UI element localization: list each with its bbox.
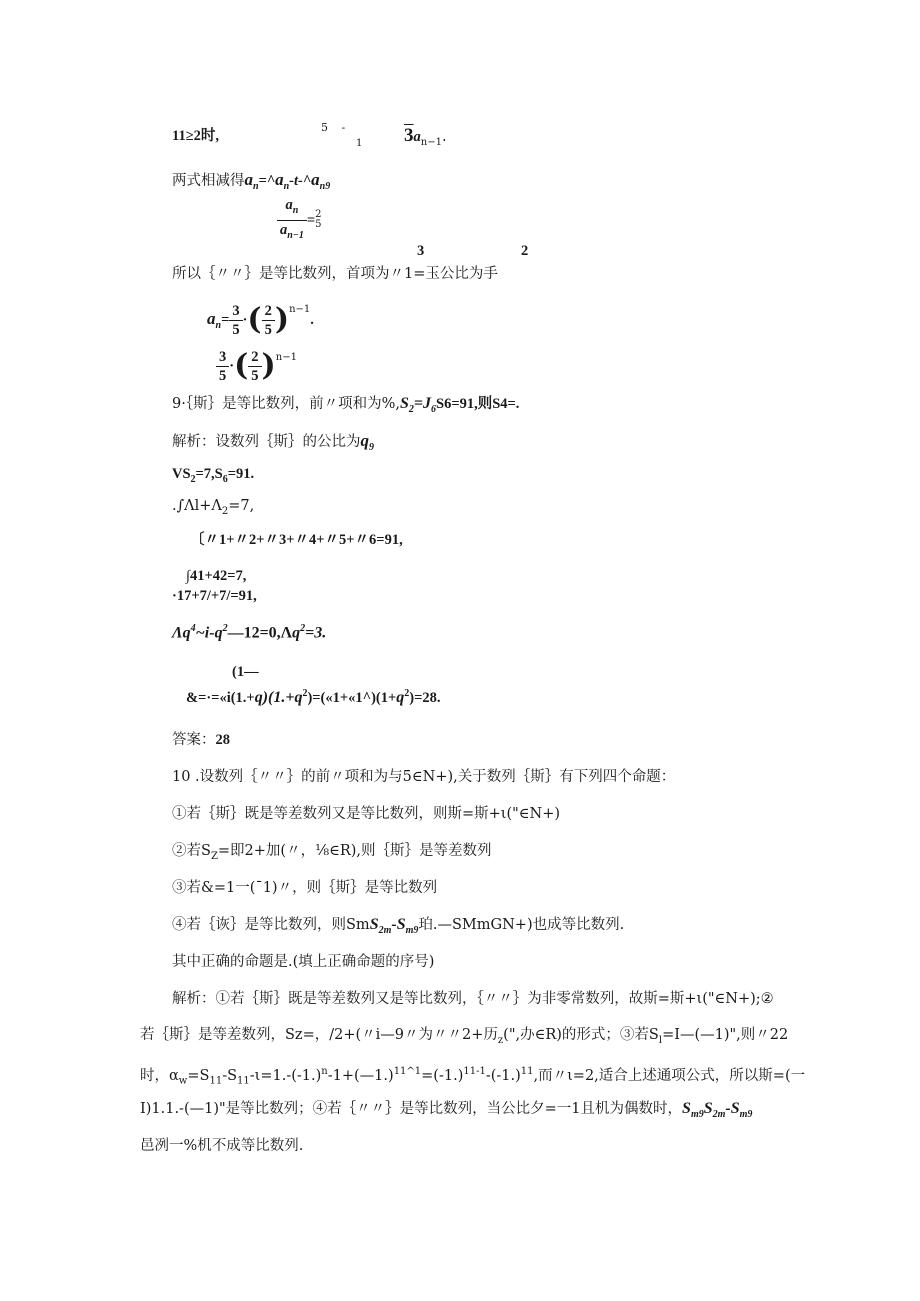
- l22-d: -S: [391, 916, 406, 933]
- l16-e: q: [396, 688, 405, 706]
- l02-i: ^: [266, 173, 276, 189]
- line-24: [172, 989, 774, 1009]
- line-1-sub: [356, 134, 362, 154]
- l02-g: n: [253, 180, 259, 192]
- l05-num3: 3: [229, 302, 242, 321]
- l09-e: =91.: [227, 466, 255, 482]
- l25-c: (",办∈R)的形式；③若S: [503, 1027, 659, 1043]
- l02-text: 两式相减得: [172, 173, 245, 189]
- l05-eq: =: [221, 312, 230, 328]
- l14-b: q: [182, 624, 191, 642]
- l01-c: -: [341, 121, 346, 134]
- l03-den-a: a: [280, 221, 288, 238]
- line-27: [140, 1099, 752, 1125]
- l07-d: =J: [413, 395, 432, 412]
- l16-f: 2: [404, 688, 410, 699]
- l06-lp: (: [234, 348, 249, 383]
- l13-a: ·17+7/+7/=91,: [172, 588, 257, 604]
- line-13: [172, 586, 257, 606]
- l07-e: 6: [431, 403, 437, 415]
- l07-a: 9·｛斯｝是等比数列，前〃项和为%,: [172, 396, 400, 412]
- l26-a: 时，α: [140, 1067, 179, 1084]
- l03-r1: 2: [315, 209, 322, 221]
- l06-frac-35: [216, 348, 229, 385]
- l08-c: 9: [369, 441, 374, 453]
- l05-exp: n−1: [289, 304, 311, 315]
- l05-n2: 2: [262, 302, 275, 321]
- l17-b: 28: [215, 732, 230, 748]
- line-1-tail: [404, 126, 447, 153]
- l05-frac-35: [229, 302, 242, 339]
- line-18: [172, 767, 675, 787]
- l06-den5: 5: [219, 367, 227, 384]
- line-1: [172, 126, 219, 146]
- l06-d5: 5: [251, 367, 259, 384]
- l07-b: S: [399, 395, 409, 412]
- line-9: [172, 464, 254, 490]
- l05-d5: 5: [264, 321, 272, 338]
- l23-a: 其中正确的命题是.(填上正确命题的序号): [172, 954, 435, 970]
- l06-dot: ·: [229, 358, 235, 374]
- l01-g: n−1: [420, 136, 442, 148]
- l19-a: ①若｛斯｝既是等差数列又是等比数列，则斯=斯+ι("∈N+): [172, 806, 561, 822]
- l26-e: -S: [222, 1067, 238, 1084]
- line-2: [172, 170, 330, 197]
- line-5: [207, 292, 314, 344]
- l04-top-b: 2: [521, 243, 529, 259]
- line-10: [172, 496, 254, 522]
- l06-num3: 3: [216, 348, 229, 367]
- l06-exp: n−1: [275, 352, 297, 363]
- l06-frac-25: [248, 348, 261, 385]
- l25-a: 若｛斯｝是等差数列，Sz=，/2+(〃i—9〃为〃〃2+历: [140, 1027, 498, 1043]
- line-16: [186, 684, 440, 708]
- l04-top-a: 3: [417, 243, 425, 259]
- l04-text: 所以｛〃〃｝是等比数列，首项为〃1=玉公比为手: [172, 266, 498, 282]
- l27-a: I)1.1.-(—1)"是等比数列；④若｛〃〃｝是等比数列，当公比夕=一1且机为偶数时，: [140, 1101, 683, 1117]
- line-20: [172, 841, 492, 867]
- l26-n: 11: [520, 1066, 534, 1077]
- l26-l: 11-1: [463, 1066, 486, 1077]
- l10-a: .∫Λl+Λ: [172, 498, 222, 514]
- l15-a: (1—: [232, 664, 259, 680]
- l01-f: a: [413, 129, 421, 145]
- line-4-top-2: [521, 241, 528, 261]
- l14-d: ~i-q: [195, 624, 223, 642]
- line-11: [190, 530, 403, 550]
- l27-b: S: [682, 1100, 691, 1117]
- l02-q: n9: [319, 180, 331, 192]
- l10-c: =7,: [228, 498, 255, 514]
- l02-f: a: [244, 170, 253, 189]
- l20-b: Z: [210, 850, 218, 862]
- line-22: [172, 915, 624, 941]
- l20-c: =即2+加(〃，⅛∈R),则｛斯｝是等差数列: [217, 843, 492, 859]
- line-25: [140, 1025, 788, 1051]
- line-23: [172, 952, 434, 972]
- l26-k: =(-1.): [421, 1067, 464, 1084]
- l14-c: 4: [190, 623, 196, 634]
- l22-f: 珀.—SMmGN+)也成等比数列.: [418, 917, 625, 933]
- line-14: [172, 619, 326, 643]
- l21-a: ③若&=1一(¯1)〃，则｛斯｝是等比数列: [172, 880, 438, 896]
- line-8: [172, 431, 374, 458]
- l02-o: ^: [302, 173, 312, 189]
- l26-c: =S: [187, 1067, 210, 1084]
- l12-a: ∫41+42=7,: [186, 568, 247, 584]
- l16-c: 2: [302, 688, 308, 699]
- l16-d: )=(«1+«1^)(1+: [307, 689, 397, 706]
- l07-c: 2: [408, 403, 414, 415]
- l02-j: a: [275, 170, 284, 189]
- l03-den: [277, 221, 307, 245]
- l08-b: q: [360, 431, 369, 450]
- l06-rp: ): [261, 348, 276, 383]
- l05-lp: (: [247, 302, 262, 337]
- l03-num-a: a: [285, 197, 293, 213]
- l27-g: m9: [739, 1108, 753, 1120]
- l02-l: -: [289, 173, 294, 189]
- l03-fraction: [277, 196, 307, 245]
- l26-j: 11^1: [393, 1066, 422, 1077]
- l01-h: .: [441, 129, 447, 145]
- l02-n: -: [298, 173, 303, 189]
- l06-n2: 2: [248, 348, 261, 367]
- l03-num: [277, 196, 307, 221]
- line-3: [277, 196, 322, 245]
- l10-b: 2: [221, 505, 229, 517]
- l09-c: =7,S: [195, 466, 223, 482]
- l02-k: n: [283, 180, 290, 192]
- l16-a: &=·=«i(1.+: [186, 689, 255, 706]
- l16-b: q)(1.+q: [254, 688, 303, 706]
- l03-num-n: n: [292, 204, 299, 216]
- l14-f: —12=0,Λ: [227, 624, 293, 642]
- l03-r2: 5: [315, 219, 322, 231]
- l27-d: S: [703, 1100, 713, 1117]
- l14-a: Λ: [172, 624, 183, 642]
- line-19: [172, 804, 560, 824]
- l02-h: =: [258, 173, 267, 189]
- l09-b: 2: [190, 473, 196, 485]
- l27-e: 2m: [712, 1108, 726, 1120]
- l07-f: S6=91,则S4=.: [436, 396, 520, 412]
- l26-b: w: [178, 1075, 188, 1087]
- l28-a: 邑冽一%机不成等比数列.: [140, 1138, 304, 1154]
- l25-e: =I—(—1)",则〃22: [662, 1027, 789, 1043]
- l05-n: n: [215, 319, 222, 331]
- l20-a: ②若S: [172, 843, 211, 859]
- line-17: [172, 730, 230, 750]
- line-28: [140, 1136, 303, 1156]
- l26-m: -(-1.): [485, 1067, 521, 1084]
- line-15: [232, 662, 259, 682]
- l26-d: 11: [209, 1075, 223, 1087]
- l03-den-n: n−1: [287, 229, 304, 241]
- l08-a: 解析：设数列｛斯｝的公比为: [172, 434, 361, 450]
- l18-a: 10 .设数列｛〃〃｝的前〃项和为与5∈N+),关于数列｛斯｝有下列四个命题：: [172, 769, 676, 785]
- l05-den5: 5: [232, 321, 240, 338]
- l26-g: -ι=1.-(-1.): [249, 1067, 322, 1084]
- l02-p: a: [311, 170, 320, 189]
- line-26: [140, 1062, 805, 1092]
- l26-h: n: [321, 1066, 328, 1077]
- l05-frac-25: [262, 302, 275, 339]
- l11-a: 〔〃1+〃2+〃3+〃4+〃5+〃6=91,: [190, 532, 403, 548]
- l01-d: 1: [356, 138, 363, 149]
- l22-e: m9: [405, 924, 419, 936]
- l22-b: S: [369, 916, 379, 933]
- l14-g: q: [292, 624, 301, 642]
- l01-e: 3: [404, 125, 414, 146]
- l24-a: 解析：①若｛斯｝既是等差数列又是等比数列，｛〃〃｝为非零常数列，故斯=斯+ι("∈N+);②: [172, 991, 774, 1007]
- line-6: [216, 340, 297, 385]
- l09-d: 6: [222, 473, 228, 485]
- l05-a: a: [207, 309, 216, 328]
- l25-d: l: [658, 1034, 663, 1046]
- l17-a: 答案：: [172, 732, 216, 748]
- l27-f: -S: [725, 1100, 740, 1117]
- l26-f: 11: [237, 1075, 250, 1087]
- l02-m: t: [294, 173, 299, 189]
- l25-b: z: [497, 1034, 504, 1046]
- l14-e: 2: [222, 623, 228, 634]
- l01-b: 5: [321, 121, 328, 134]
- line-21: [172, 878, 437, 898]
- l05-rp: ): [274, 302, 290, 337]
- l03-ratio: [315, 210, 321, 230]
- l05-end: .: [310, 312, 314, 328]
- l26-o: ,而〃ι=2,适合上述通项公式，所以斯=(一: [533, 1067, 806, 1084]
- line-4: [172, 264, 498, 284]
- l26-i: -1+(—1.): [327, 1067, 394, 1084]
- line-4-top-3: [417, 241, 424, 261]
- l16-g: )=28.: [409, 689, 441, 706]
- l03-eq: =: [306, 212, 316, 229]
- l22-a: ④若｛诙｝是等比数列，则Sm: [172, 917, 370, 933]
- l22-c: 2m: [378, 924, 392, 936]
- line-7: [172, 394, 519, 420]
- line-1-frag: [321, 118, 345, 138]
- l09-a: VS: [172, 466, 191, 482]
- l01-a: 11≥2时,: [172, 128, 220, 144]
- l05-dot: ·: [242, 312, 248, 328]
- l27-c: m9: [690, 1108, 704, 1120]
- l14-h: 2: [300, 623, 306, 634]
- line-12: [186, 566, 246, 586]
- l14-i: =3.: [305, 624, 327, 642]
